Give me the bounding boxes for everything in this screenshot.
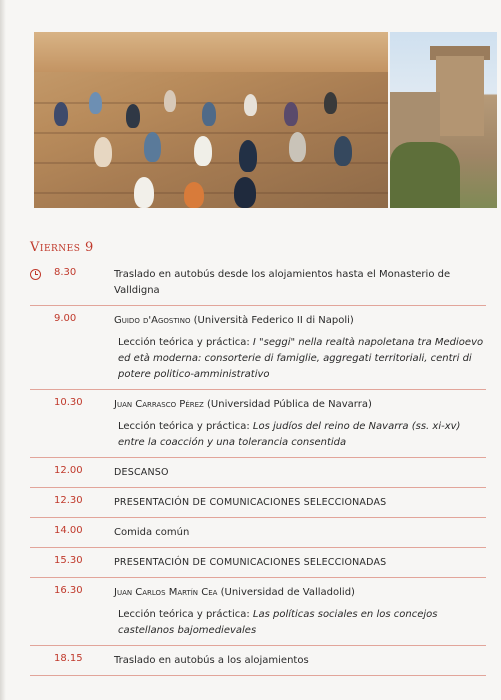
schedule-entry — [30, 390, 486, 458]
entry-time: 9.00 — [54, 313, 77, 324]
schedule — [30, 260, 486, 676]
schedule-entry — [30, 518, 486, 548]
lesson-title: Las políticas sociales en los concejos castellanos bajomedievales — [118, 609, 438, 636]
lesson-title: I "seggi" nella realtà napoletana tra Medioevo ed età moderna: consorterie di famiglie, aggregati territoriali, centri di potere politico-amministrativo — [118, 337, 484, 380]
entry-time: 18.15 — [54, 653, 83, 664]
classroom-photo — [34, 32, 388, 208]
speaker-affiliation: (Universidad Pública de Navarra) — [203, 399, 372, 410]
entry-text: DESCANSO — [114, 467, 169, 478]
entry-text: PRESENTACIÓN DE COMUNICACIONES SELECCIONADAS — [114, 557, 387, 568]
entry-time: 12.00 — [54, 465, 83, 476]
schedule-entry — [30, 578, 486, 646]
entry-time: 8.30 — [54, 267, 77, 278]
lesson-type: Lección teórica y práctica: — [118, 609, 253, 620]
entry-time: 15.30 — [54, 555, 83, 566]
schedule-entry — [30, 548, 486, 578]
schedule-entry — [30, 646, 486, 676]
speaker-name: Juan Carrasco Pérez — [114, 399, 204, 410]
lesson-title: Los judíos del reino de Navarra (ss. xi-xv) entre la coacción y una tolerancia consentida — [118, 421, 461, 448]
monastery-photo — [390, 32, 497, 208]
schedule-entry — [30, 488, 486, 518]
entry-text: Traslado en autobús a los alojamientos — [114, 655, 309, 666]
speaker-affiliation: (Universidad de Valladolid) — [217, 587, 355, 598]
lesson-type: Lección teórica y práctica: — [118, 337, 253, 348]
schedule-entry — [30, 306, 486, 390]
schedule-entry — [30, 260, 486, 306]
speaker-name: Guido d'Agostino — [114, 315, 191, 326]
entry-time: 16.30 — [54, 585, 83, 596]
entry-text: PRESENTACIÓN DE COMUNICACIONES SELECCIONADAS — [114, 497, 387, 508]
photo-strip — [34, 32, 497, 208]
speaker-name: Juan Carlos Martín Cea — [114, 587, 218, 598]
clock-icon — [30, 269, 41, 280]
page-edge — [0, 0, 6, 700]
schedule-entry — [30, 458, 486, 488]
entry-time: 10.30 — [54, 397, 83, 408]
entry-text: Traslado en autobús desde los alojamientos hasta el Monasterio de Valldigna — [114, 269, 451, 296]
lesson-type: Lección teórica y práctica: — [118, 421, 253, 432]
day-heading: Viernes 9 — [30, 240, 94, 255]
entry-time: 12.30 — [54, 495, 83, 506]
entry-time: 14.00 — [54, 525, 83, 536]
entry-text: Comida común — [114, 527, 190, 538]
speaker-affiliation: (Università Federico II di Napoli) — [190, 315, 354, 326]
